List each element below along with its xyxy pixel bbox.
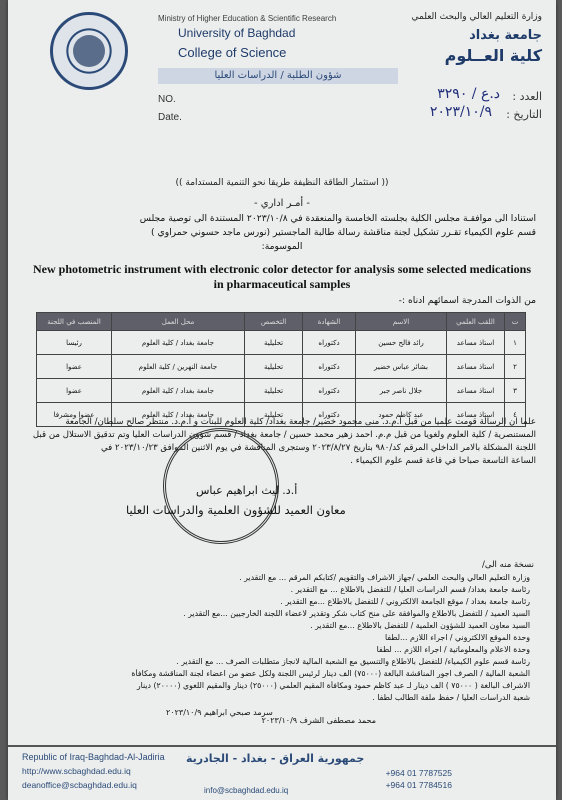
reference-number: د.ع / ٣٢٩٠	[437, 86, 500, 102]
table-header-row	[37, 313, 526, 331]
copy-item: رئاسة قسم علوم الكيمياء/ للتفضل بالاطلاع والتنسيق مع الشعبة المالية لانجاز متطلبات الصرف ... مع التقدير .	[176, 657, 530, 666]
table-cell: استاذ مساعد	[447, 355, 505, 379]
copy-item: السيد العميد / للتفضل بالاطلاع والموافقة على منح كتاب شكر وتقدير لاعضاء اللجنة الخارجيين ...مع التقدير .	[183, 609, 530, 618]
members-intro: من الذوات المدرجة اسمائهم ادناه :-	[398, 295, 536, 306]
table-cell: دكتوراه	[303, 331, 356, 355]
university-name-en: University of Baghdad	[178, 26, 296, 40]
footer-phone-2: +964 01 7784516	[385, 780, 452, 790]
column-header: التخصص	[245, 313, 303, 331]
intro-line: الموسومة:	[261, 241, 303, 252]
table-cell: تحليلية	[245, 331, 303, 355]
ministry-name-en: Ministry of Higher Education & Scientific Research	[158, 14, 337, 23]
table-cell: تحليلية	[245, 403, 303, 427]
thesis-title: New photometric instrument with electronic color detector for analysis some selected medications in pharmaceutical samples	[32, 262, 531, 291]
body-line: المستنصرية / كلية العلوم ولغويا من قبل م.م. احمد زهير محمد حسين / جامعة بغداد / قسم شؤون الدراسات العليا وتم تدقيق الاستلال من قبل	[32, 430, 536, 440]
table-cell: استاذ مساعد	[447, 403, 505, 427]
table-cell: دكتوراه	[303, 379, 356, 403]
table-cell: تحليلية	[245, 379, 303, 403]
table-cell: ١	[505, 331, 526, 355]
copies-heading: نسخة منه الى/	[482, 560, 534, 570]
table-cell: رئيسا	[37, 331, 112, 355]
copy-item: الاشراف البالغة ( ٧٥٠٠٠ ) الف دينار لـ عبد كاظم حمود ومكافأة المقيم العلمي (٢٥٠٠٠) دينار والمقيم اللغوي (٢٠٠٠٠) دينار	[136, 681, 530, 690]
copy-item: السيد معاون العميد للشؤون العلمية / للتفضل بالاطلاع ...مع التقدير .	[310, 621, 530, 630]
footer-phone-1: +964 01 7787525	[385, 768, 452, 778]
copy-item: رئاسة جامعة بغداد/ قسم الدراسات العليا / للتفضل بالاطلاع ... مع التقدير .	[290, 585, 530, 594]
committee-table	[36, 312, 526, 427]
column-header: محل العمل	[112, 313, 245, 331]
column-header: ت	[505, 313, 526, 331]
column-header: الاسم	[356, 313, 447, 331]
copy-item: وحدة الاعلام والمعلوماتية / اجراء اللازم ... لطفا	[376, 645, 530, 654]
footer-website[interactable]: http://www.scbaghdad.edu.iq	[22, 766, 131, 776]
table-cell: دكتوراه	[303, 355, 356, 379]
table-cell: استاذ مساعد	[447, 379, 505, 403]
column-header: المنصب في اللجنة	[37, 313, 112, 331]
table-cell: عضوا	[37, 355, 112, 379]
table-cell: دكتوراه	[303, 403, 356, 427]
copy-item: وحدة الموقع الالكتروني / اجراء اللازم ...لطفا	[384, 633, 530, 642]
column-header: اللقب العلمي	[447, 313, 505, 331]
date-label-ar: التاريخ :	[506, 108, 542, 121]
no-label-ar: العدد :	[512, 90, 542, 103]
body-line: علما ان الرسالة قومت علميا من قبل أ.م.د. منى محمود خضير/ جامعة بغداد/ كلية العلوم للبنات و أ.م.د. منتظر صالح سلطان/ الجامعة	[65, 417, 536, 427]
ministry-name-ar: وزارة التعليم العالي والبحث العلمي	[411, 12, 542, 22]
table-cell: جامعة بغداد / كلية العلوم	[112, 379, 245, 403]
signatory-title: معاون العميد للشؤون العلمية والدراسات العليا	[126, 503, 346, 517]
signatory-name: أ.د. ليث ابراهيم عباس	[196, 484, 298, 497]
university-name-ar: جامعة بغداد	[469, 28, 542, 43]
table-cell: عضوا ومشرفا	[37, 403, 112, 427]
table-cell: جلال ناصر جبر	[356, 379, 447, 403]
table-cell: استاذ مساعد	[447, 331, 505, 355]
table-cell: عضوا	[37, 379, 112, 403]
footnote-checker: محمد مصطفى الشرف ٢٠٢٣/١٠/٩	[261, 716, 376, 725]
table-cell: ٣	[505, 379, 526, 403]
footnote-preparer: سرمد صبحي ابراهيم ٢٠٢٣/١٠/٩	[166, 708, 273, 717]
document-page	[8, 0, 556, 800]
copy-item: الشعبة المالية / الصرف اجور المناقشة البالغة (٧٥٠٠٠) الف دينار لرئيس اللجنة ولكل عضو من اعضاء لجنة المناقشة ومكافأة	[131, 669, 530, 678]
table-row	[37, 331, 526, 355]
copy-item: شعبة الدراسات العليا / حفظ ملفة الطالب لطفا .	[372, 693, 530, 702]
footer-address-ar: جمهورية العراق - بغداد - الجادرية	[186, 752, 365, 765]
table-cell: رائد فالح حسين	[356, 331, 447, 355]
footer-email-en[interactable]: deanoffice@scbaghdad.edu.iq	[22, 780, 137, 790]
column-header: الشهادة	[303, 313, 356, 331]
college-name-ar: كلية العــلوم	[444, 46, 542, 65]
college-name-en: College of Science	[178, 45, 287, 60]
table-cell: تحليلية	[245, 355, 303, 379]
table-row	[37, 355, 526, 379]
department-banner: شؤون الطلبة / الدراسات العليا	[158, 68, 398, 84]
no-label-en: NO.	[158, 94, 176, 105]
footer-email[interactable]: info@scbaghdad.edu.iq	[204, 786, 289, 795]
footer-address-en: Republic of Iraq-Baghdad-Al-Jadiria	[22, 752, 165, 762]
copy-item: رئاسة جامعة بغداد / موقع الجامعة الالكتروني / للتفضل بالاطلاع ...مع التقدير .	[280, 597, 530, 606]
body-line: اللجنة المشكلة بالامر الداخلي المرقم كد/٩٨٠ بتاريخ ٢٠٢٣/٨/٢٧ وستجرى المناقشة في يوم الاثنين الموافق ٢٠٢٣/١٠/٢٣ في	[100, 443, 536, 453]
table-cell: بشائر عباس خضير	[356, 355, 447, 379]
table-cell: جامعة بغداد / كلية العلوم	[112, 331, 245, 355]
order-title: - أمـر اداري -	[253, 198, 310, 209]
table-cell: جامعة بغداد / كلية العلوم	[112, 403, 245, 427]
table-row	[37, 379, 526, 403]
university-logo-icon	[50, 12, 128, 90]
date-label-en: Date.	[158, 112, 182, 123]
table-cell: ٢	[505, 355, 526, 379]
intro-line: قسم علوم الكيمياء تقـرر تشكيل لجنة مناقشة رسالة طالبة الماجستير (نورس ماجد حسوني حمراوي )	[151, 227, 536, 238]
intro-line: استنادا الى موافقـة مجلس الكلية بجلسته الخامسة والمنعقدة في ٢٠٢٣/١٠/٨ المستندة الى توصية مجلس	[139, 213, 536, 224]
body-line: الساعة التاسعة صباحا في قاعة قسم علوم الكيمياء .	[350, 456, 536, 466]
table-cell: ٤	[505, 403, 526, 427]
motto: (( استثمار الطاقة النظيفة طريقا نحو التنمية المستدامة ))	[175, 178, 389, 188]
table-cell: عبد كاظم حمود	[356, 403, 447, 427]
reference-date: ٢٠٢٣/١٠/٩	[429, 104, 492, 120]
copy-item: وزارة التعليم العالي والبحث العلمي /جهاز الاشراف والتقويم /كتابكم المرقم ... مع التقدير .	[239, 573, 530, 582]
footer-divider	[8, 745, 556, 747]
table-cell: جامعة النهرين / كلية العلوم	[112, 355, 245, 379]
